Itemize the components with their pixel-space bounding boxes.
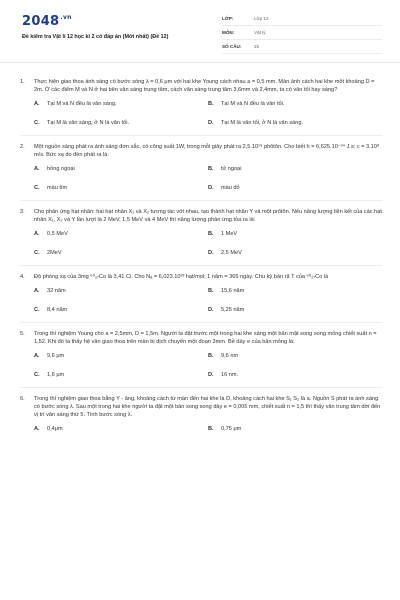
meta-label: LỚP: bbox=[222, 16, 234, 21]
meta-label: SỐ CÂU: bbox=[222, 44, 242, 49]
option-c[interactable]: C. 8,4 năm bbox=[34, 307, 68, 313]
option-c[interactable]: C. 1,6 μm bbox=[34, 372, 65, 378]
question-5 bbox=[20, 330, 382, 379]
divider bbox=[20, 200, 382, 201]
option-d[interactable]: D. 16 nm. bbox=[208, 372, 239, 378]
option-a[interactable]: A. 0,4μm bbox=[34, 426, 63, 432]
option-d[interactable]: D. 2,5 MeV bbox=[208, 250, 242, 256]
option-d[interactable]: D. màu đỏ bbox=[208, 185, 240, 191]
question-1 bbox=[20, 78, 382, 127]
option-a[interactable]: A. 32 năm bbox=[34, 288, 66, 294]
option-b[interactable]: B. tử ngoại bbox=[208, 166, 242, 172]
question-text: Một nguồn sáng phát ra ánh sáng đơn sắc, có công suất 1W, trong mỗi giây phát ra 2,5.10¹⁹ phôtôn. Cho biết h = 6,625.10⁻³⁴ J.s; c = 3.10⁸ m/s. Bức xạ do đèn phát ra là: bbox=[34, 144, 380, 158]
meta-row-subject bbox=[222, 26, 382, 40]
question-number: 6. bbox=[20, 396, 25, 402]
question-number: 2. bbox=[20, 144, 25, 150]
option-a[interactable]: A. 0,5 MeV bbox=[34, 231, 68, 237]
option-b[interactable]: B. 1 MeV bbox=[208, 231, 238, 237]
question-4 bbox=[20, 273, 382, 314]
option-c[interactable]: C. màu tím bbox=[34, 185, 68, 191]
question-list bbox=[20, 78, 382, 440]
option-b[interactable]: B. 9,6 nm bbox=[208, 353, 239, 359]
question-2 bbox=[20, 143, 382, 192]
option-c[interactable]: C. Tại M là vân sáng, ở N là vân tối. bbox=[34, 120, 130, 126]
option-b[interactable]: B. Tại M và N đều là vân tối. bbox=[208, 101, 285, 107]
meta-row-class bbox=[222, 12, 382, 26]
meta-row-count bbox=[222, 40, 382, 54]
question-number: 1. bbox=[20, 79, 25, 85]
option-a[interactable]: A. hồng ngoại bbox=[34, 166, 75, 172]
site-logo[interactable]: $2048^{.vn}$ bbox=[22, 14, 72, 29]
meta-value: Lớp 12 bbox=[254, 16, 269, 21]
question-text: Thực hiện giao thoa ánh sáng có bước sóng λ = 0,6 μm với hai khe Young cách nhau a = 0,5 mm. Màn ảnh cách hai khe một khoảng D = 2m. Ở các điểm M và N ở hai bên vân sáng trung tâm, cách vân sáng trung tâm 3,6mm và 2,4mm, ta có vân tối hay sáng? bbox=[34, 79, 375, 93]
question-number: 5. bbox=[20, 331, 25, 337]
question-number: 4. bbox=[20, 274, 25, 280]
question-text: Trong thí nghiệm Young cho a = 2,5mm, D = 1,5m. Người ta đặt trước một trong hai khe sáng một bản mặt song song mỏng chiết suất n = 1,52. Khi đó ta thấy hệ vân giao thoa trên màn bị dịch chuyển một đoạn 3mm. Bề dày e của bản mỏng là: bbox=[34, 331, 377, 345]
option-c[interactable]: C. 2MeV bbox=[34, 250, 62, 256]
divider bbox=[20, 265, 382, 266]
divider bbox=[20, 322, 382, 323]
question-text: Độ phóng xạ của 3mg ⁶⁰₂₇Co là 3,41 Ci. Cho Nₐ = 6,023.10²³ hạt/mol; 1 năm = 365 ngày. Chu kỳ bán rã T của ⁶⁰₂₇Co là bbox=[34, 274, 329, 280]
page-header bbox=[0, 0, 400, 63]
meta-value: 25 bbox=[254, 44, 260, 49]
option-a[interactable]: A. 9,6 μm bbox=[34, 353, 65, 359]
question-text: Cho phản ứng hạt nhân: hai hạt nhân X₁ và X₂ tương tác với nhau, tạo thành hạt nhân Y và một prôtôn. Nếu năng lượng liên kết của các hạt nhân X₁, X₂ và Y lần lượt là 2 MeV, 1,5 MeV và 4 MeV thì năng lượng phản ứng tỏa ra là: bbox=[34, 209, 382, 223]
meta-value: Vật lý bbox=[254, 30, 266, 35]
question-6 bbox=[20, 395, 382, 433]
option-b[interactable]: B. 0,75 μm bbox=[208, 426, 242, 432]
question-number: 3. bbox=[20, 209, 25, 215]
option-a[interactable]: A. Tại M và N đều là vân sáng. bbox=[34, 101, 117, 107]
option-b[interactable]: B. 15,6 năm bbox=[208, 288, 245, 294]
divider bbox=[20, 135, 382, 136]
question-3 bbox=[20, 208, 382, 257]
option-d[interactable]: D. 5,25 năm bbox=[208, 307, 245, 313]
divider bbox=[20, 387, 382, 388]
meta-label: MÔN: bbox=[222, 30, 235, 35]
option-d[interactable]: D. Tại M là vân tối, ở N là vân sáng. bbox=[208, 120, 304, 126]
exam-meta bbox=[222, 12, 382, 54]
question-text: Trong thí nghiệm giao thoa bằng Y - âng, khoảng cách từ màn đến hai khe là D, khoảng cách hai khe S₁ S₂ là a. Nguồn S phát ra ánh sáng có bước sóng λ. Sau một trong hai khe người ta đặt một bản song song dày e = 0,005 mm, chiết xuất n = 1,5 thì thấy vân trung tâm dời đến vị trí vân sáng thứ 5. Tính bước sóng λ. bbox=[34, 396, 381, 418]
page-title: Đề kiểm tra Vật lí 12 học kì 2 có đáp án (Mới nhất) (Đề 12) bbox=[22, 34, 169, 40]
